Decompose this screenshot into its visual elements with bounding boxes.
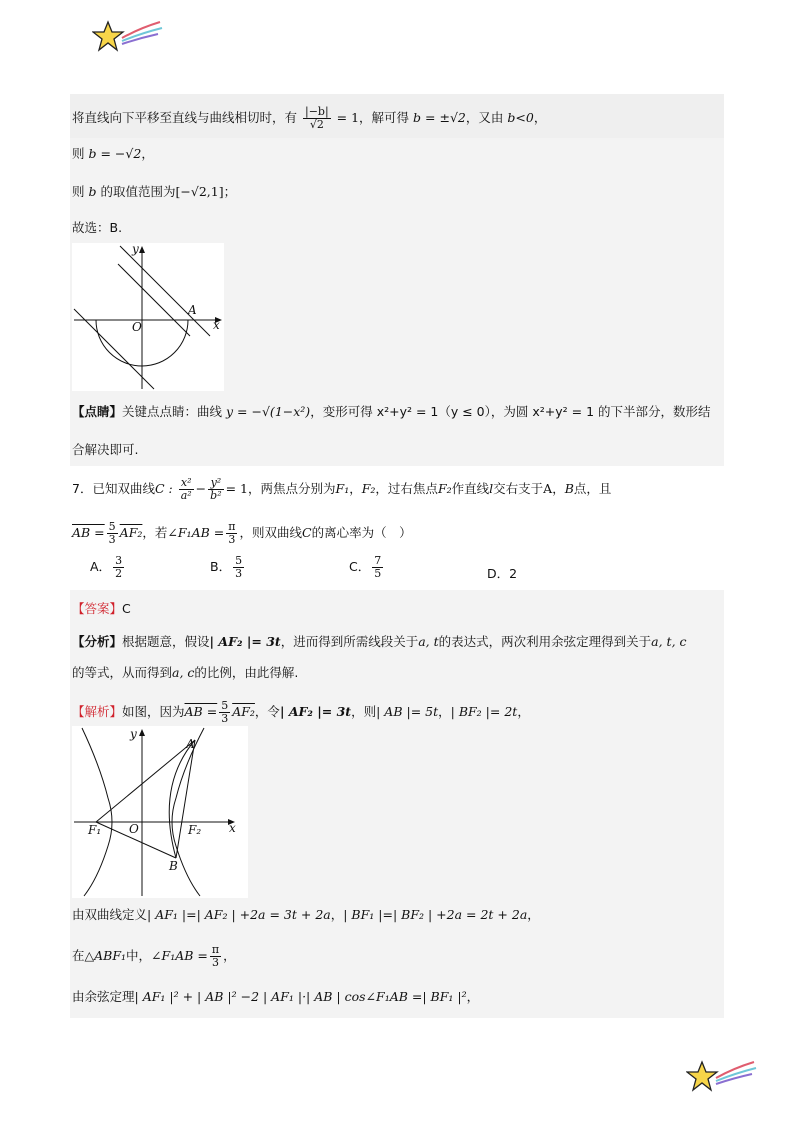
question-stem-line-2: AB = $\frac{5}{3}$ AF₂，若∠F₁AB = $\frac{\pi}{3}$ ，则双曲线C的离心率为（ ） (72, 520, 412, 546)
solution-definition-line: 由双曲线定义| AF₁ |=| AF₂ | +2a = 3t + 2a，| BF₁ |=| BF₂ | +2a = 2t + 2a， (72, 907, 540, 922)
fig2-b-label: B (169, 859, 178, 873)
continuation-line-3: 则 b 的取值范围为[−√2,1]； (72, 184, 237, 199)
option-c[interactable]: C． $\frac{7}{5}$ (349, 554, 382, 580)
fig1-a-label: A (188, 303, 197, 317)
solution-cosine-line: 由余弦定理| AF₁ |² + | AB |² −2 | AF₁ |·| AB | cos∠F₁AB =| BF₁ |²， (72, 989, 480, 1004)
question-stem-line-1: 7．已知双曲线C : $\frac{\text{x²}}{\text{a²}}$ − $\frac{\text{y²}}{\text{b²}}$ = 1，两焦点分别为F₁，F₂，过右焦点F₂作直线l交右支于A，B点，且 (72, 476, 612, 502)
fig2-f1-label: F₁ (88, 823, 102, 837)
remark-line-2: 合解决即可. (72, 442, 139, 457)
solution-triangle-line: 在△ABF₁中，∠F₁AB = $\frac{\pi}{3}$ ， (72, 943, 236, 969)
option-d[interactable]: D．2 (487, 566, 518, 581)
remark-line-1: 【点睛】关键点点睛：曲线 y = −√(1−x²)，变形可得 x²+y² = 1（y ≤ 0），为圆 x²+y² = 1 的下半部分，数形结 (72, 404, 711, 419)
analysis-line-2: 的等式，从而得到a, c的比例，由此得解. (72, 665, 299, 680)
solution-line-1: 【解析】如图，因为AB = $\frac{5}{3}$ AF₂，令| AF₂ |= 3t，则| AB |= 5t，| BF₂ |= 2t， (72, 699, 530, 725)
choice-line: 故选：B. (72, 220, 123, 235)
option-b[interactable]: B． $\frac{5}{3}$ (210, 554, 243, 580)
options-row (90, 555, 690, 591)
fig2-y-label: y (130, 727, 137, 741)
answer-line: 【答案】C (72, 601, 131, 616)
option-a[interactable]: A． $\frac{3}{2}$ (90, 554, 123, 580)
analysis-line-1: 【分析】根据题意，假设| AF₂ |= 3t，进而得到所需线段关于a, t的表达式，两次利用余弦定理得到关于a, t, c (72, 634, 687, 649)
fig2-origin-label: O (129, 822, 139, 836)
fig1-origin-label: O (132, 320, 142, 334)
fig1-y-label: y (132, 243, 139, 256)
fig2-x-label: x (229, 821, 236, 835)
line-circle-figure (72, 243, 224, 391)
fig2-a-label: A (186, 737, 195, 751)
shooting-star-bottom-icon (686, 1056, 758, 1098)
fig1-x-label: x (213, 318, 220, 332)
fig2-f2-label: F₂ (188, 823, 202, 837)
shooting-star-top-icon (92, 16, 164, 58)
continuation-line-1: 将直线向下平移至直线与曲线相切时，有 $\frac{|-b|}{√2}$ = 1，解可得 b = ±√2，又由 b<0， (72, 105, 547, 131)
hyperbola-figure (72, 726, 248, 898)
continuation-line-2: 则 b = −√2， (72, 146, 154, 161)
